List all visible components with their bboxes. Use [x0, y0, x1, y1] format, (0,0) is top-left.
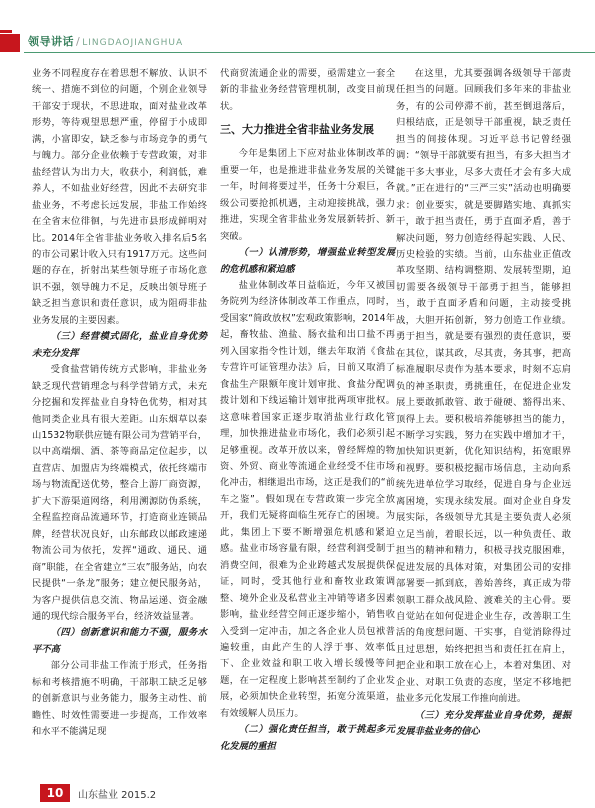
- paragraph: 业务不同程度存在着思想不解放、认识不统一、措施不到位的问题，个别企业领导干部安于现状，不思进取，面对盐业改革形势，等待观望思想严重，停留于小成即满，小富即安，缺乏参与市场竞争的勇气与魄力。部分企业依赖于专营政策，对非盐经营认为出力大，收获小，利润低，难养人，不如盐业好经营，因此不去研究非盐业务，不考虑长远发展，非盐工作始终在全省末位徘徊，与先进市县形成鲜明对比。2014年全省非盐业务收入排名后5名的市公司累计收入只有1917万元。这些问题的存在，折射出某些领导班子市场化意识不强，领导魄力不足，反映出领导班子缺乏担当意识和责任意识，成为阻碍非盐业务发展的主要因素。: [32, 68, 207, 326]
- paragraph: 盐业体制改革日益临近，今年又被国务院列为经济体制改革工作重点，同时，受国家“简政放权”宏观政策影响，2014年起，畜牧盐、渔盐、肠衣盐和出口盐不再列入国家指令性计划，继去年取消《食盐专营许可证管理办法》后，日前又取消了食盐生产限额年度计划审批、食盐分配调拨计划和下线运输计划审批两项审批权。这意味着国家正逐步取消盐业行政化管理，加快推进盐业市场化，我们必须引起足够重视。改革开放以来，曾经辉煌的物资、外贸、商业等流通企业经受不住市场化冲击，相继退出市场，这正是我们的“前车之鉴”。假如现在专营政策一步完全放开，我们无疑将面临生死存亡的困境。为此，集团上下要不断增强危机感和紧迫感。盐业市场容量有限，经营利润受制于消费空间，很难为企业跨越式发展提供保证，同时，受其他行业和畜牧业政策调整、境外企业及私营业主冲销等诸多因素影响，盐业经营空间正逐步缩小，销售收入受到一定冲击，加之各企业人员包袱普遍较重，由此产生的人浮于事、效率低下、企业效益和职工收入增长缓慢等问题，在一定程度上影响甚至制约了企业发展，必须加快企业转型，拓宽分流渠道，有效缓解人员压力。: [220, 279, 395, 719]
- section-title: [28, 33, 183, 49]
- paragraph: 代商贸流通企业的需要，亟需建立一套全新的非盐业务经营管理机制，改变目前现状。: [220, 68, 395, 112]
- header-rule: [24, 52, 595, 53]
- section-title-zh: 领导讲话: [28, 35, 74, 48]
- page-footer: [0, 784, 595, 808]
- subheading: （三）充分发挥盐业自身优势，提振发展非盐业务的信心: [396, 709, 571, 738]
- subheading: （一）认清形势，增强盐业转型发展的危机感和紧迫感: [220, 247, 395, 275]
- header-red-block: [0, 34, 20, 52]
- section-title-separator: /: [76, 35, 81, 48]
- column-2: [220, 66, 395, 755]
- journal-issue: 山东盐业 2015.2: [78, 790, 157, 801]
- subheading: （四）创新意识和能力不强，服务水平不高: [32, 627, 207, 655]
- paragraph: 今年是集团上下应对盐业体制改革的重要一年，也是推进非盐业务发展的关键一年，时间将要过半，任务十分艰巨，各级公司要抢抓机遇，主动迎接挑战，强力推进，实现全省非盐业务发展新转折、新突破。: [220, 148, 395, 242]
- paragraph: 部分公司非盐工作流于形式，任务指标和考核措施不明确，干部职工缺乏足够的创新意识与业务能力，服务主动性、前瞻性、时效性需要进一步提高，工作效率和水平不能满足现: [32, 660, 207, 738]
- paragraph: 在这里，尤其要强调各级领导干部责任担当的问题。回顾我们多年来的非盐业务，有的公司停滞不前，甚至倒退落后，归根结底，正是领导干部重视，缺乏责任担当的间接体现。习近平总书记曾经强调：“领导干部就要有担当，有多大担当才能干多大事业，尽多大责任才会有多大成就。”正在进行的“三严三实”活动也明确要求：创业要实，就是要脚踏实地、真抓实干，敢于担当责任，勇于直面矛盾，善于解决问题，努力创造经得起实践、人民、历史检验的实绩。当前，山东盐业正值改革攻坚期、结构调整期、发展转型期，迫切需要各级领导干部勇于担当，能够担当，敢于直面矛盾和问题，主动接受挑战，大胆开拓创新，努力创造工作业绩。勇于担当，就是要有强烈的责任意识，要在其位，谋其政，尽其责，务其事，把高标准履职尽责作为基本要求，时刻不忘肩负的神圣职责，勇挑重任，在促进企业发展上要敢抓敢管、敢于碰硬、豁得出来、顶得上去。要积极培养能够担当的能力，不断学习实践，努力在实践中增加才干，加快知识更新，优化知识结构，拓宽眼界和视野。要积极挖掘市场信息，主动向系统先进单位学习取经，促进自身与企业远离困境，实现永续发展。面对企业自身发展实际，各级领导尤其是主要负责人必须立足当前，着眼长远，以一种负责任、敢担当的精神和精力，积极寻找克服困难，促进发展的具体对策，对集团公司的安排部署要一抓到底，善始善终，真正成为带领职工群众战风险、渡难关的主心骨。要自觉站在如何促进企业生存，改善职工生活的角度想问题、干实事，自觉消除得过且过思想，始终把担当和责任扛在肩上，把企业和职工放在心上，本着对集团、对企业、对职工负责的态度，坚定不移地把盐业多元化发展工作推向前进。: [396, 68, 571, 705]
- paragraph: 受食盐营销传统方式影响，非盐业务缺乏现代营销理念与科学营销方式，未充分挖掘和发挥盐业自身特色优势，相对其他同类企业具有很大差距。山东烟草以泰山1532物联供应链有限公司为营销平台，以中高端烟、酒、茶等商品定位起步，以直营店、加盟店为终端模式，依托终端市场与物流配送优势，整合上游厂商资源，扩大下游渠道网络，利用溯源防伪系统，全程监控商品流通环节，打造商业连锁品牌，经营状况良好，山东邮政以邮政速递物流公司为依托，发挥“通政、通民、通商”职能，在全省建立“三农”服务站，向农民提供“一条龙”服务；建立便民服务站，为客户提供信息交流、物品运递、资金融通的现代综合服务平台，经济效益显著。: [32, 364, 207, 622]
- column-3: [396, 66, 571, 741]
- section-title-en: LINGDAOJIANGHUA: [82, 38, 184, 48]
- subheading: （二）强化责任担当，敢于挑起多元化发展的重担: [220, 724, 395, 752]
- page-number: 10: [40, 784, 70, 802]
- column-1: [32, 66, 207, 741]
- page-header: [0, 0, 595, 58]
- subheading: （三）经营模式固化，盐业自身优势未充分发挥: [32, 331, 207, 359]
- section-heading: 三、大力推进全省非盐业务发展: [220, 123, 374, 137]
